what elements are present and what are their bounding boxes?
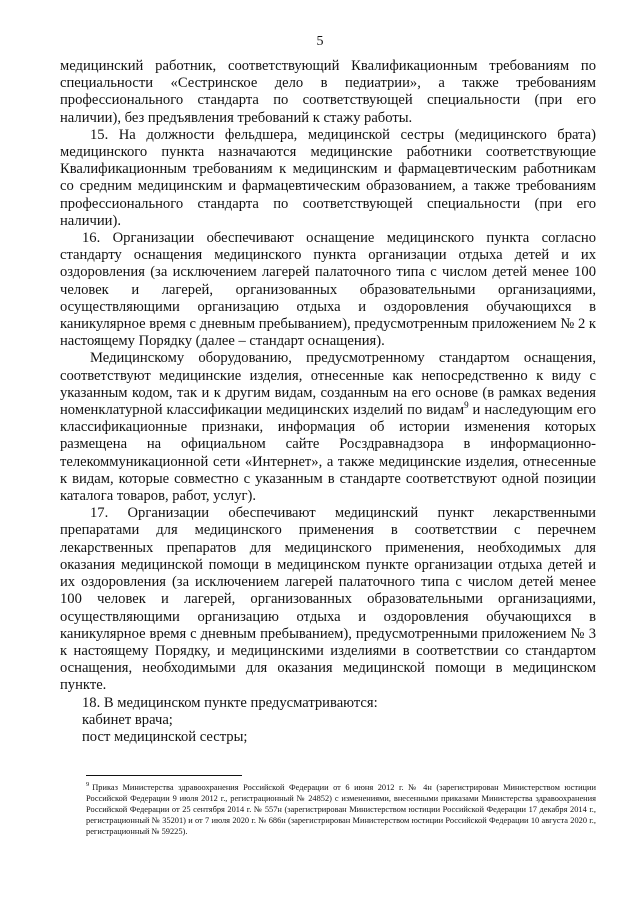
list-item-doctor-office: кабинет врача; [82, 711, 173, 728]
paragraph-equipment [60, 350, 596, 505]
paragraph-continuation: медицинский работник, соответствующий Квалификационным требованиям по специальности «Сестринское дело в педиатрии», а также требованиям профессионального стандарта по соответствующей специальности (при его наличии), без предъявления требований к стажу работы. [60, 58, 596, 126]
footnote-reference: 9 [464, 400, 469, 411]
paragraph-15: 15. На должности фельдшера, медицинской сестры (медицинского брата) медицинского пункта назначаются медицинские работники соответствующие Квалификационным требованиям к медицинским и фармацевтическим работникам со средним медицинским и фармацевтическим образованием, а также требованиям профессионального стандарта по соответствующей специальности (при его наличии). [60, 126, 596, 229]
document-body [60, 58, 596, 746]
paragraph-18: 18. В медицинском пункте предусматриваются: [82, 694, 378, 711]
list-item-nurse-post: пост медицинской сестры; [82, 728, 248, 745]
footnote [86, 782, 596, 837]
paragraph-equipment-text-end: и наследующим его классификационные признаки, информация об истории изменения которых размещена на официальном сайте Росздравнадзора в информационно-телекоммуникационной сети «Интернет», а также медицинские изделия, отнесенные к видам, которые совместно с указанным в стандарте соответствуют одной позиции каталога товаров, работ, услуг). [60, 402, 596, 505]
page-number: 5 [316, 34, 324, 49]
footnote-separator [86, 775, 242, 776]
paragraph-equipment-text-start: Медицинскому оборудованию, предусмотренному стандартом оснащения, соответствуют медицинские изделия, отнесенные как непосредственно к виду с указанным кодом, так и к другим видам, созданным на его основе (в рамках ведения номенклатурной классификации медицинских изделий по видам [60, 350, 596, 419]
paragraph-16: 16. Организации обеспечивают оснащение медицинского пункта согласно стандарту оснащения медицинского пункта организации отдыха детей и их оздоровления (за исключением лагерей палаточного типа с числом детей менее 100 человек и лагерей, организованных образовательными организациями, осуществляющими организацию отдыха и оздоровления обучающихся в каникулярное время с дневным пребыванием), предусмотренным приложением № 2 к настоящему Порядку (далее – стандарт оснащения). [60, 230, 596, 350]
footnote-mark: 9 [86, 781, 90, 789]
paragraph-17: 17. Организации обеспечивают медицинский пункт лекарственными препаратами для медицинского применения в соответствии с перечнем лекарственных препаратов для медицинского применения, необходимых для оказания медицинской помощи в медицинском пункте организации отдыха детей и их оздоровления (за исключением лагерей палаточного типа с числом детей менее 100 человек и лагерей, организованных образовательными организациями, осуществляющими организацию отдыха и оздоровления обучающихся в каникулярное время с дневным пребыванием), предусмотренными приложением № 3 к настоящему Порядку, и медицинскими изделиями в соответствии со стандартом оснащения, необходимыми для оказания медицинской помощи в медицинском пункте. [60, 505, 596, 694]
footnote-text: Приказ Министерства здравоохранения Российской Федерации от 6 июня 2012 г. № 4н (зарегистрирован Министерством юстиции Российской Федерации 9 июля 2012 г., регистрационный № 24852) с изменениями, внесенными приказами Министерства здравоохранения Российской Федерации от 25 сентября 2014 г. № 557н (зарегистрирован Министерством юстиции Российской Федерации 17 декабря 2014 г., регистрационный № 35201) и от 7 июля 2020 г. № 686н (зарегистрирован Министерством юстиции Российской Федерации 10 августа 2020 г., регистрационный № 59225). [86, 783, 596, 836]
